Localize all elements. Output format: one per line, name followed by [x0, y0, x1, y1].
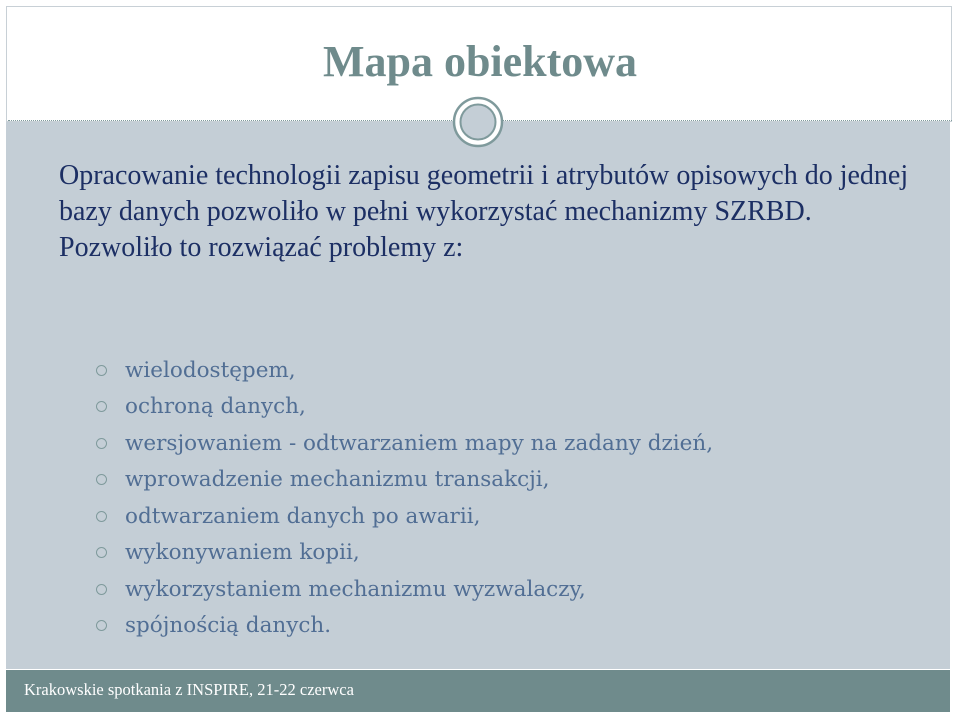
- footer-bar: [6, 670, 950, 712]
- circle-bullet-icon: [96, 365, 107, 376]
- circle-bullet-icon: [96, 511, 107, 522]
- slide-title: Mapa obiektowa: [322, 37, 638, 86]
- bullet-text: spójnością danych.: [125, 613, 332, 639]
- bullet-text: wielodostępem,: [125, 357, 296, 383]
- list-item: [96, 498, 713, 535]
- footer-text: Krakowskie spotkania z INSPIRE, 21-22 czerwca: [24, 680, 354, 699]
- circle-bullet-icon: [96, 620, 107, 631]
- list-item: [96, 352, 713, 389]
- bullet-list: [96, 352, 713, 644]
- intro-paragraph: Opracowanie technologii zapisu geometrii i atrybutów opisowych do jednej bazy danych pozwoliło w pełni wykorzystać mechanizmy SZRBD. Pozwoliło to rozwiązać problemy z:: [59, 160, 909, 263]
- bullet-text: wykonywaniem kopii,: [125, 540, 360, 566]
- list-item: [96, 571, 713, 608]
- circle-bullet-icon: [96, 584, 107, 595]
- bullet-text: wykorzystaniem mechanizmu wyzwalaczy,: [125, 576, 586, 602]
- list-item: [96, 608, 713, 645]
- circle-bullet-icon: [96, 438, 107, 449]
- circle-bullet-icon: [96, 547, 107, 558]
- bullet-text: wprowadzenie mechanizmu transakcji,: [125, 467, 550, 493]
- list-item: [96, 535, 713, 572]
- list-item: [96, 462, 713, 499]
- bullet-text: ochroną danych,: [125, 394, 306, 420]
- bullet-text: odtwarzaniem danych po awarii,: [125, 503, 481, 529]
- circle-bullet-icon: [96, 474, 107, 485]
- concentric-circle-ornament-icon: [452, 96, 504, 148]
- bullet-text: wersjowaniem - odtwarzaniem mapy na zadany dzień,: [125, 430, 714, 456]
- list-item: [96, 425, 713, 462]
- circle-bullet-icon: [96, 401, 107, 412]
- list-item: [96, 389, 713, 426]
